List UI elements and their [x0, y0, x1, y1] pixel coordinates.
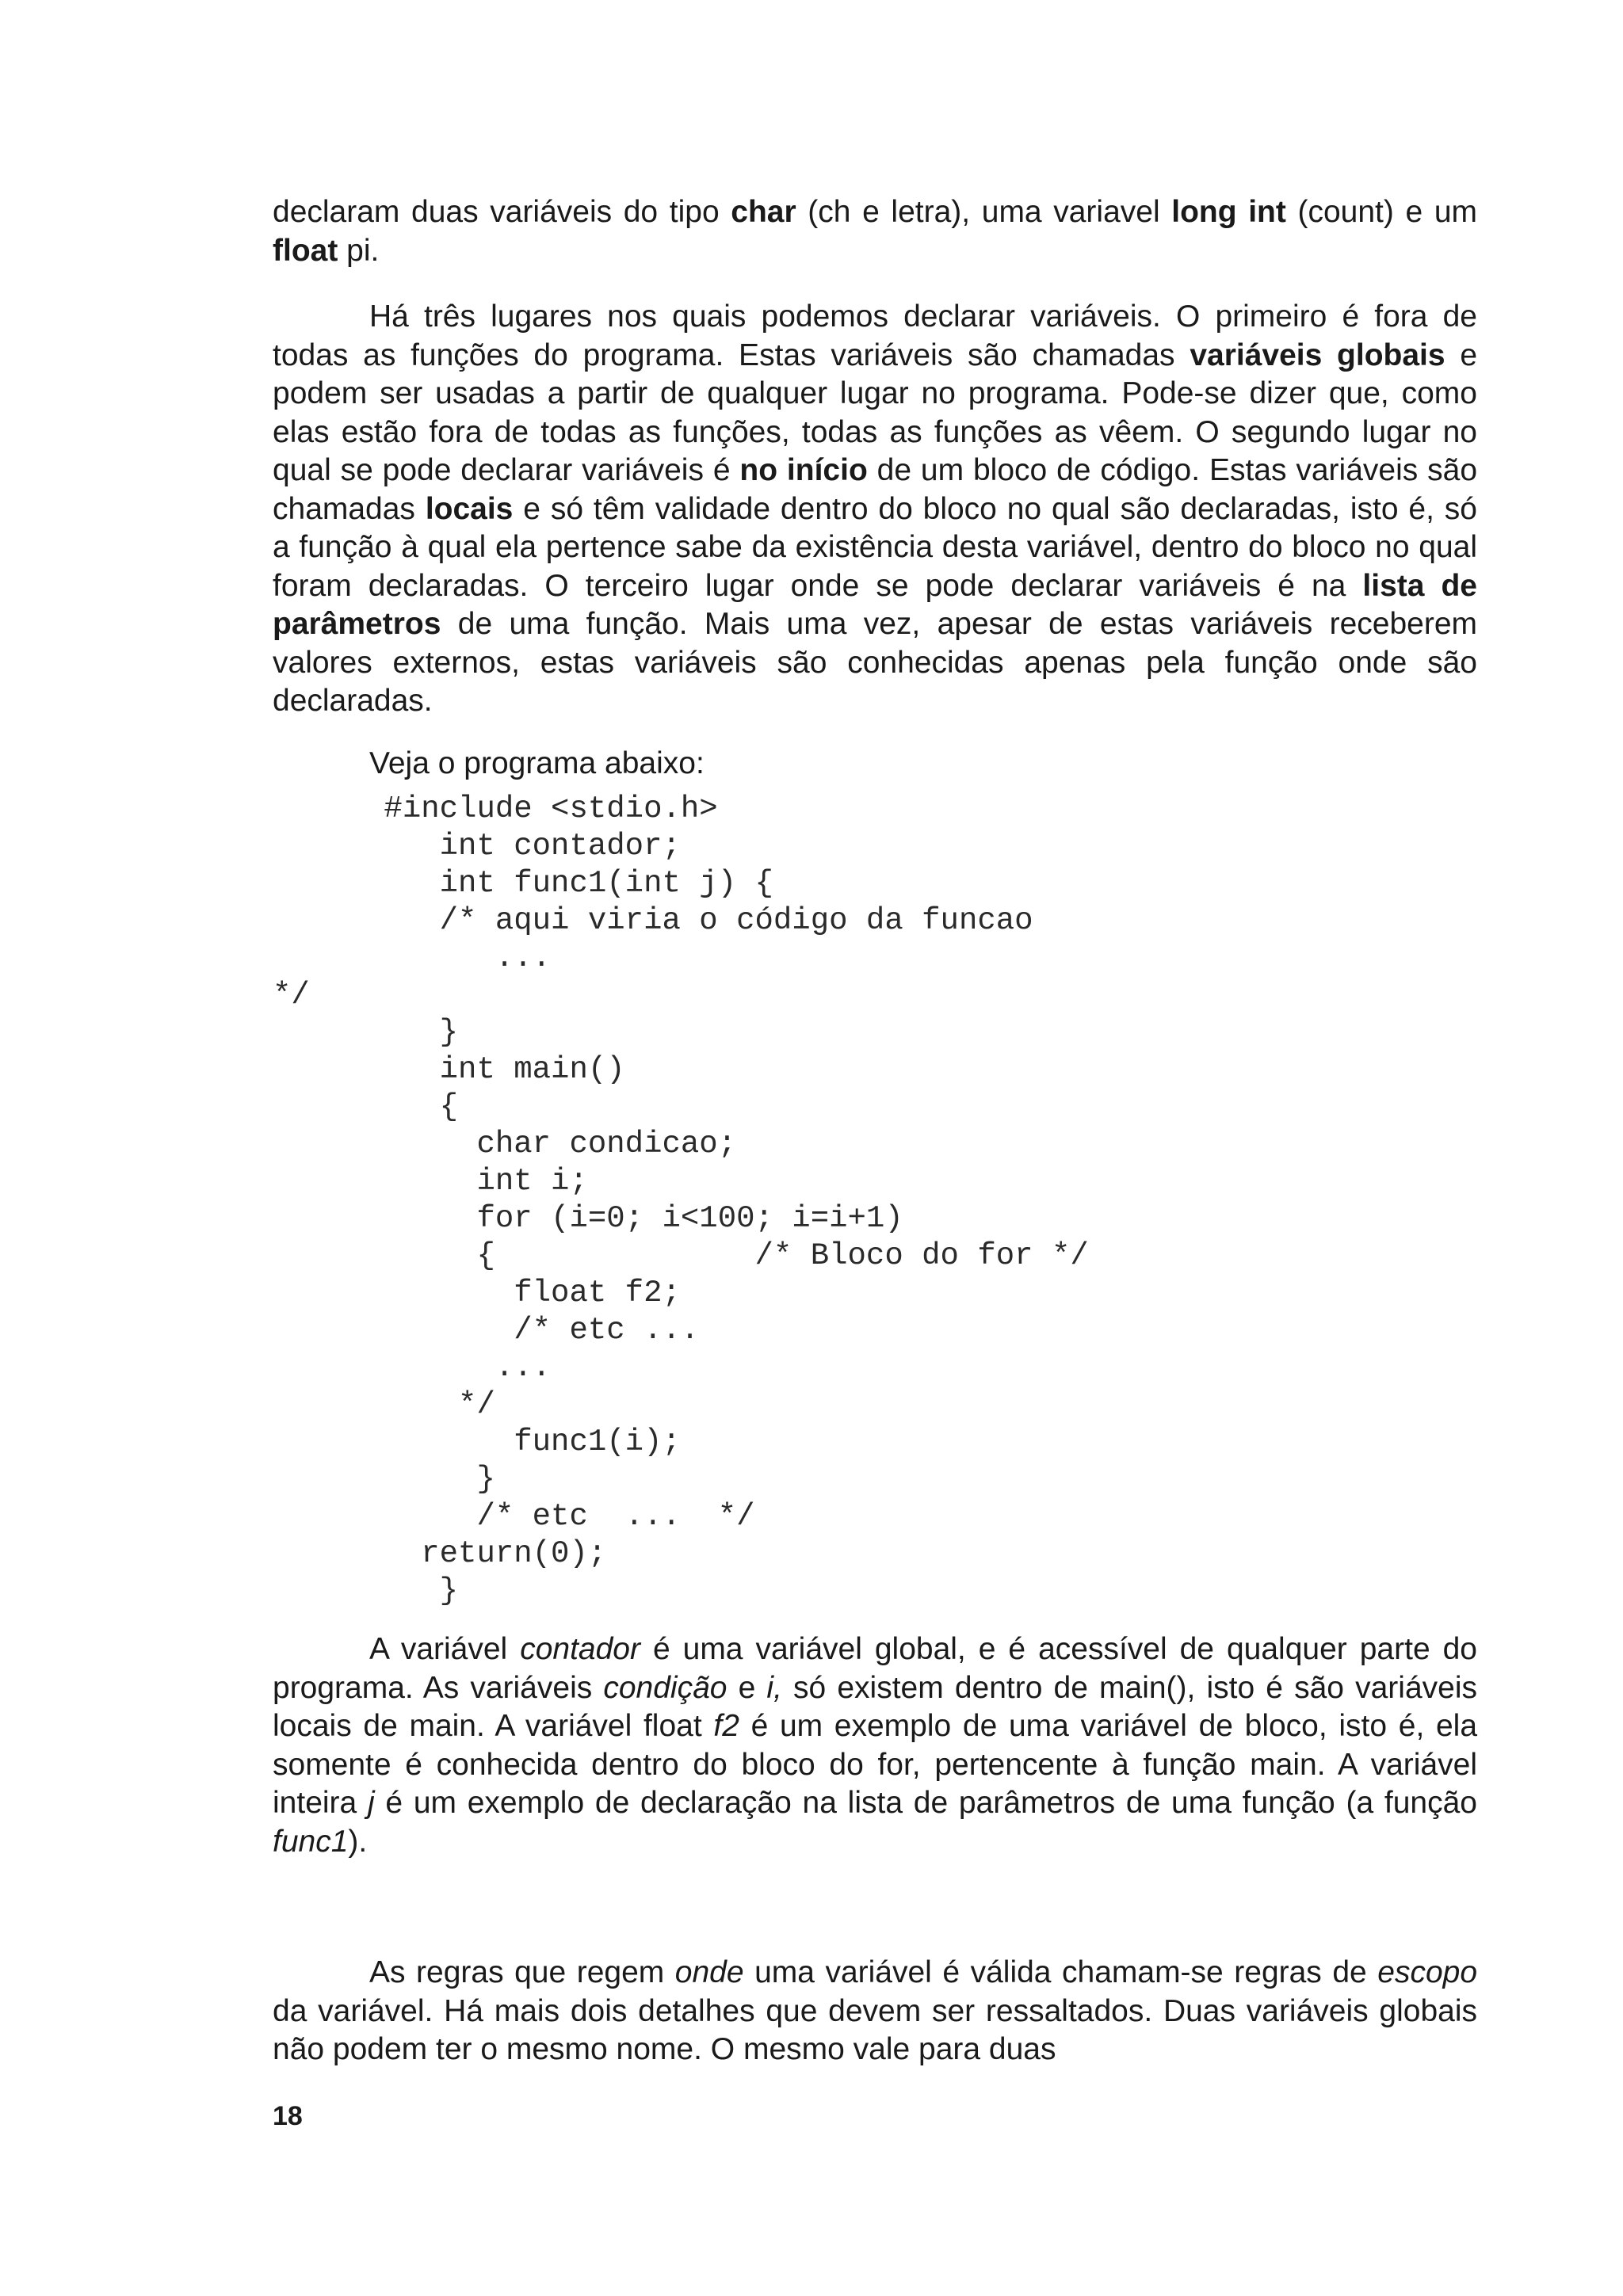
text-run: e — [727, 1670, 767, 1705]
text-run: da variável. Há mais dois detalhes que devem ser ressaltados. Duas variáveis globais não podem ter o mesmo nome. O mesmo vale para duas — [273, 1993, 1477, 2066]
text-run: pi. — [338, 233, 380, 268]
code-line: func1(i); — [273, 1425, 681, 1459]
bold-term: char — [731, 195, 796, 229]
italic-term: f2 — [713, 1709, 739, 1743]
code-listing — [273, 791, 1477, 1610]
italic-term: condição — [603, 1670, 727, 1705]
bold-term: float — [273, 233, 338, 268]
text-run: e podem ser usadas a partir de qualquer lugar no programa. Pode-se dizer que, como elas estão fora de todas as funções, todas as funções as vêem. O segundo lugar no qual se pode declarar variáveis é — [273, 338, 1478, 487]
text-run: é uma variável global, e é acessível de qualquer parte do programa. As variáveis — [273, 1632, 1477, 1705]
code-line: int contador; — [273, 829, 681, 864]
code-line: #include <stdio.h> — [273, 791, 718, 826]
text-run: de uma função. Mais uma vez, apesar de estas variáveis receberem valores externos, estas variáveis são conhecidas apenas pela função onde são declaradas. — [273, 607, 1477, 718]
italic-term: onde — [674, 1955, 744, 1989]
paragraph-char-long-float — [273, 193, 1477, 270]
text-run: (ch e letra), uma variavel — [796, 195, 1172, 229]
code-line: int func1(int j) { — [273, 866, 773, 901]
italic-term: escopo — [1377, 1955, 1478, 1989]
bold-term: long int — [1171, 195, 1286, 229]
text-run: A variável — [369, 1632, 521, 1666]
code-line: char condicao; — [273, 1127, 737, 1161]
code-line: */ — [273, 978, 310, 1013]
text-run: Veja o programa abaixo: — [369, 746, 705, 780]
code-line: */ — [273, 1387, 495, 1422]
italic-term: contador — [520, 1632, 640, 1666]
code-line: } — [273, 1573, 459, 1608]
code-line: float f2; — [273, 1276, 681, 1310]
code-line: for (i=0; i<100; i=i+1) — [273, 1201, 903, 1236]
code-line: return(0); — [273, 1536, 607, 1571]
paragraph-variable-places — [273, 298, 1477, 721]
code-line: ... — [273, 940, 552, 975]
text-run: é um exemplo de uma variável de bloco, isto é, ela somente é conhecida dentro do bloco do for, pertencente à função main. A variável inteira — [273, 1709, 1478, 1820]
paragraph-variable-explanation — [273, 1630, 1477, 1861]
text-run: declaram duas variáveis do tipo — [273, 195, 731, 229]
code-line: { /* Bloco do for */ — [273, 1238, 1089, 1273]
page-number: 18 — [273, 2101, 303, 2131]
text-run: Há três lugares nos quais podemos declarar variáveis. O primeiro é fora de todas as funções do programa. Estas variáveis são chamadas — [273, 299, 1477, 372]
paragraph-scope-rules — [273, 1954, 1477, 2069]
text-run: As regras que regem — [369, 1955, 675, 1989]
italic-term: j — [367, 1786, 375, 1820]
code-line: ... — [273, 1350, 552, 1385]
code-line: int main() — [273, 1052, 625, 1087]
text-run: (count) e um — [1285, 195, 1477, 229]
bold-term: no início — [739, 453, 868, 487]
italic-term: i, — [766, 1670, 782, 1705]
text-run: de um bloco de código. Estas variáveis são chamadas — [273, 453, 1478, 526]
bold-term: lista de parâmetros — [273, 568, 1477, 641]
italic-term: func1 — [273, 1824, 349, 1859]
text-run: só existem dentro de main(), isto é são variáveis locais de main. A variável float — [273, 1670, 1477, 1743]
text-run: e só têm validade dentro do bloco no qual são declaradas, isto é, só a função à qual ela pertence sabe da existência desta variável, dentro do bloco no qual foram declaradas. O terceiro lugar onde se pode declarar variáveis é na — [273, 491, 1477, 603]
bold-term: locais — [425, 491, 514, 526]
code-line: int i; — [273, 1164, 588, 1199]
bold-term: variáveis globais — [1190, 338, 1445, 372]
code-line: } — [273, 1015, 459, 1050]
text-run: uma variável é válida chamam-se regras de — [743, 1955, 1378, 1989]
code-line: /* etc ... — [273, 1313, 700, 1348]
code-line: { — [273, 1089, 459, 1124]
paragraph-see-program — [273, 745, 1477, 784]
text-run: é um exemplo de declaração na lista de parâmetros de uma função (a função — [374, 1786, 1477, 1820]
code-line: } — [273, 1462, 495, 1497]
text-run: ). — [348, 1824, 368, 1859]
code-line: /* etc ... */ — [273, 1499, 755, 1534]
code-line: /* aqui viria o código da funcao — [273, 903, 1033, 938]
